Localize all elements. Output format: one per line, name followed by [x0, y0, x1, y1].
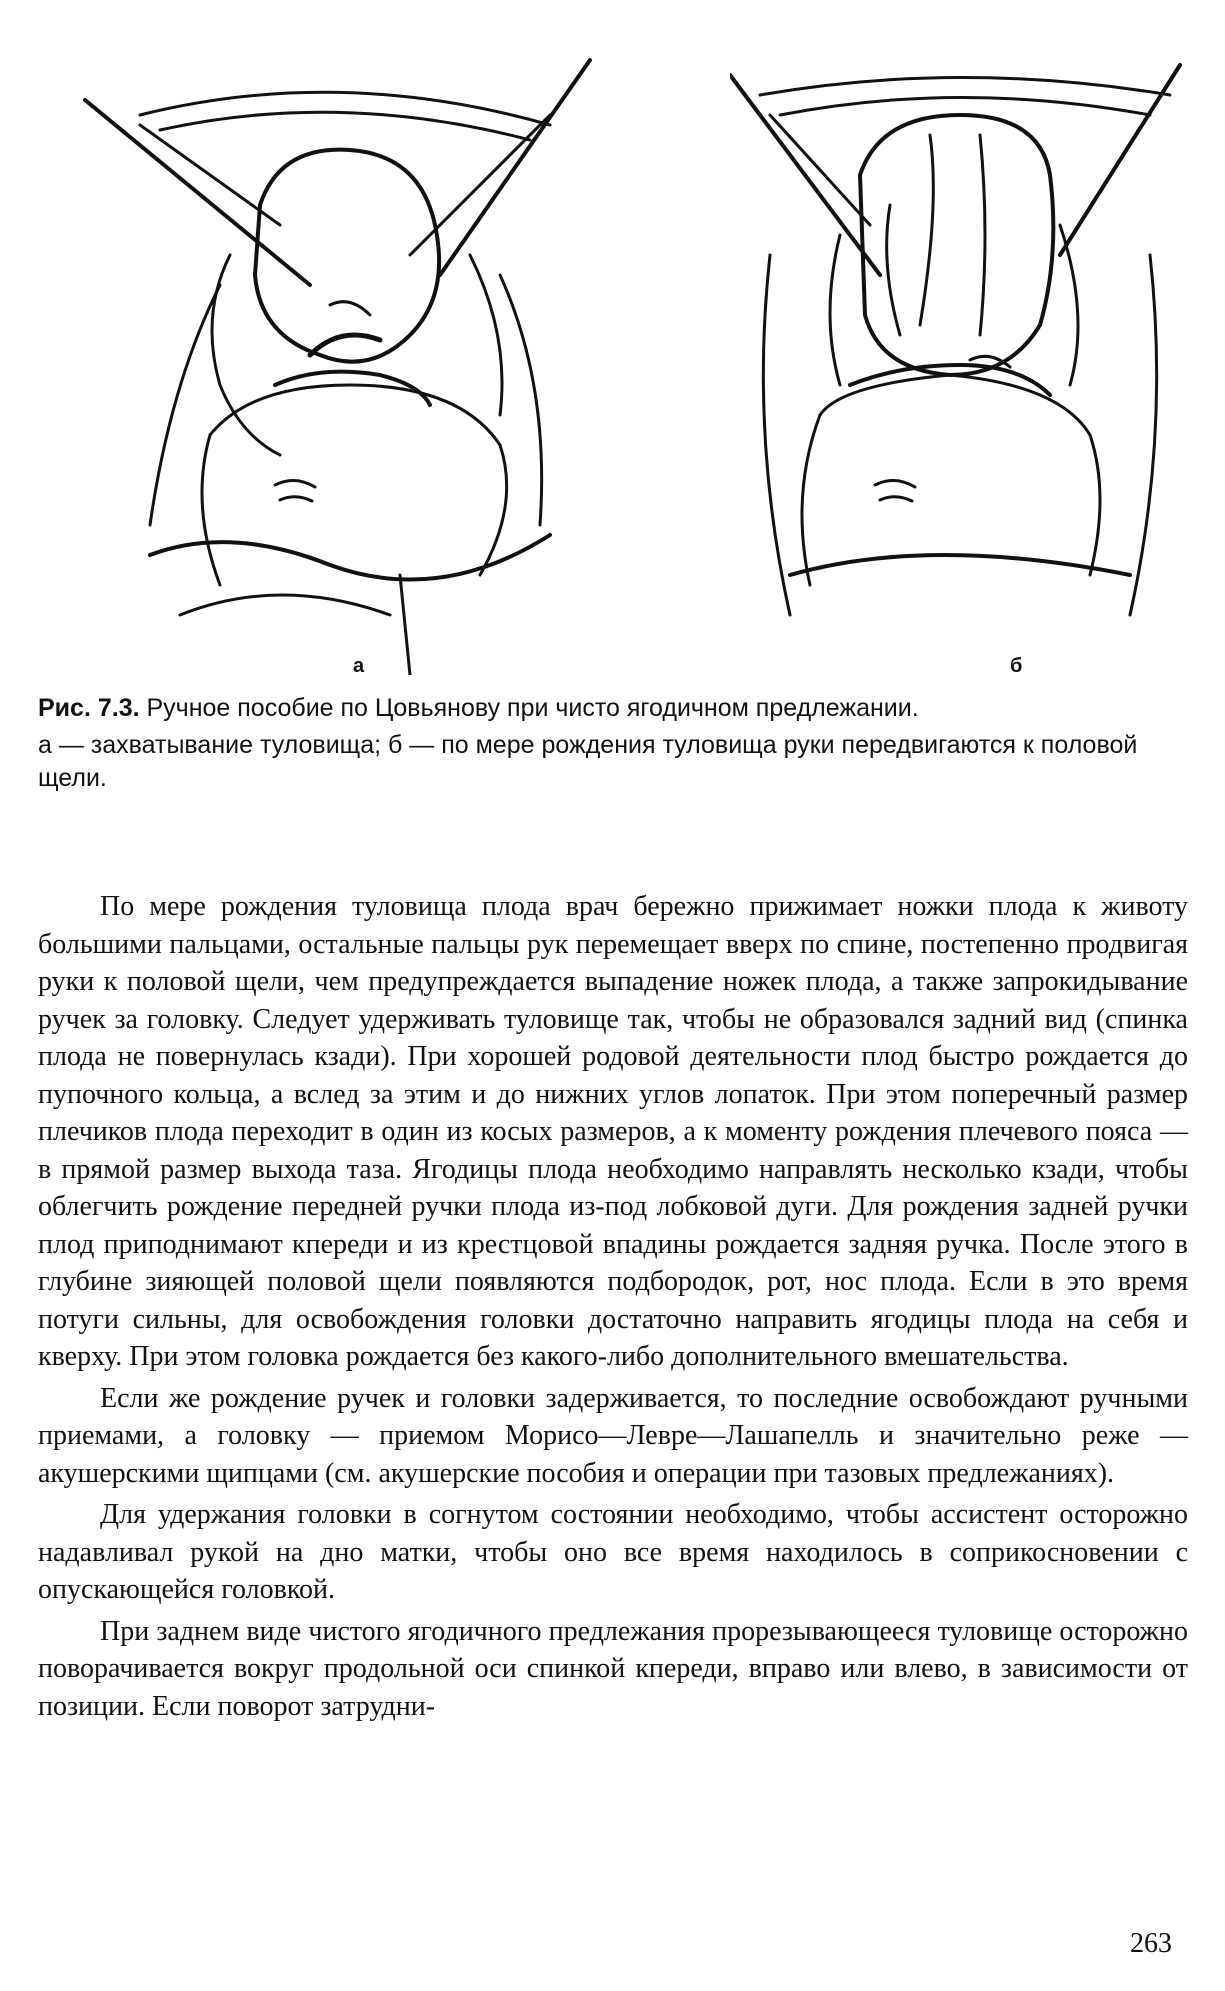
caption-number: Рис. 7.3.	[38, 694, 140, 722]
figure-7-3	[70, 55, 1180, 695]
body-text	[38, 888, 1188, 1729]
page-number: 263	[1130, 1928, 1172, 1959]
caption-subtitle: а — захватывание туловища; б — по мере рождения туловища руки передвигаются к половой щели.	[38, 731, 1138, 792]
illustration-b	[730, 55, 1190, 675]
illustration-b-drawing	[730, 55, 1190, 675]
caption-title-line	[38, 692, 1188, 725]
panel-label-a: а	[353, 655, 365, 677]
figure-caption	[38, 692, 1188, 795]
panel-label-b: б	[1010, 655, 1023, 677]
illustration-a-drawing	[80, 55, 600, 675]
paragraph-3: Для удержания головки в согнутом состоянии необходимо, чтобы ассистент осторожно надавливал рукой на дно матки, чтобы оно все время находилось в соприкосновении с опускающейся головкой.	[38, 1499, 1188, 1605]
paragraph-4: При заднем виде чистого ягодичного предлежания прорезывающееся туловище осторожно поворачивается вокруг продольной оси спинкой кпереди, вправо или влево, в зависимости от позиции. Если поворот затрудни-	[38, 1615, 1188, 1722]
paragraph-2: Если же рождение ручек и головки задерживается, то последние освобождают ручными приемами, а головку — приемом Морисо—Левре—Лашапелль и значительно реже — акушерскими щипцами (см. акушерские пособия и операции при тазовых предлежаниях).	[38, 1382, 1188, 1489]
caption-title: Ручное пособие по Цовьянову при чисто ягодичном предлежании.	[146, 694, 919, 722]
paragraph-1: По мере рождения туловища плода врач бережно прижимает ножки плода к животу большими пальцами, остальные пальцы рук перемещает вверх по спине, постепенно продвигая руки к половой щели, чем предупреждается выпадение ножек плода, а также запрокидывание ручек за головку. Следует удерживать туловище так, чтобы не образовался задний вид (спинка плода не повернулась кзади). При хорошей родовой деятельности плод быстро рождается до пупочного кольца, а вслед за этим и до нижних углов лопаток. При этом поперечный размер плечиков плода переходит в один из косых размеров, а к моменту рождения плечевого пояса — в прямой размер выхода таза. Ягодицы плода необходимо направлять несколько кзади, чтобы облегчить рождение передней ручки плода из-под лобковой дуги. Для рождения задней ручки плод приподнимают кпереди и из крестцовой впадины рождается задняя ручка. После этого в глубине зияющей половой щели появляются подбородок, рот, нос плода. Если в это время потуги сильны, для освобождения головки достаточно направить ягодицы плода на себя и кверху. При этом головка рождается без какого-либо дополнительного вмешательства.	[38, 891, 1188, 1372]
illustration-a	[80, 55, 600, 675]
